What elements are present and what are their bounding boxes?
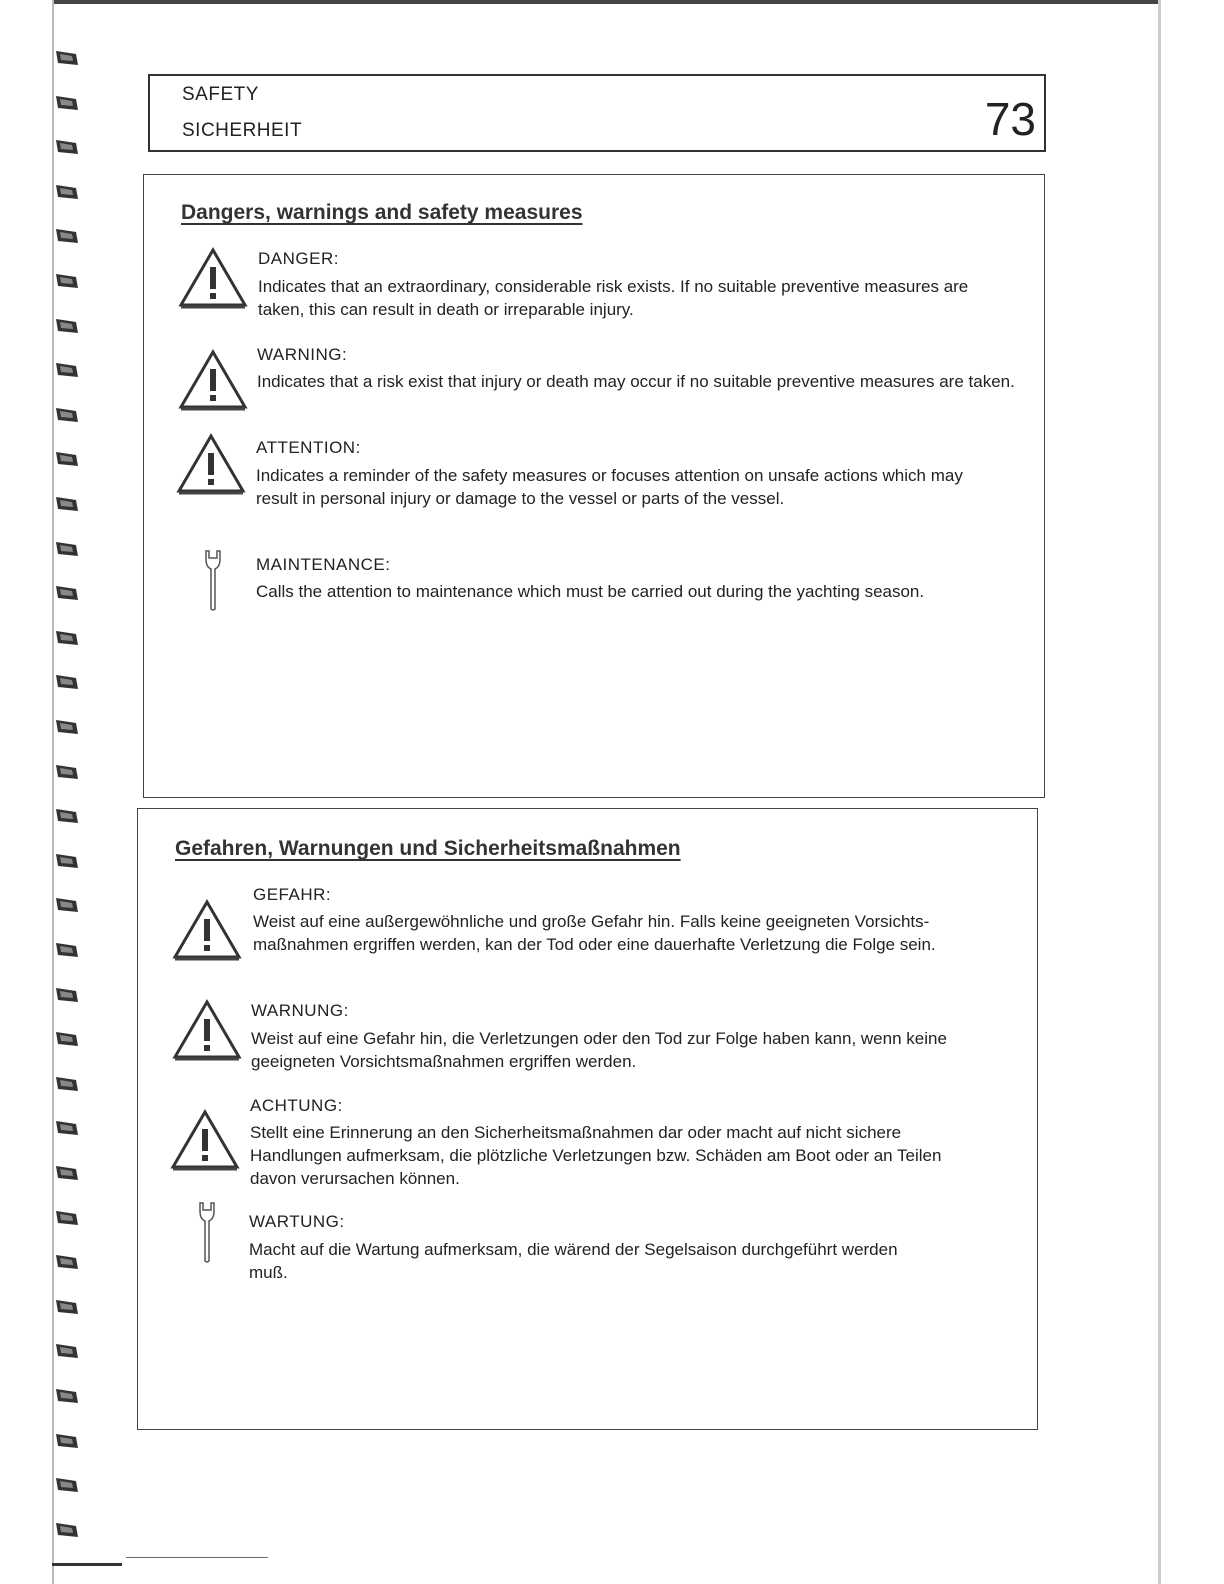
binding-ring <box>54 316 80 336</box>
binding-ring <box>54 449 80 469</box>
binding-ring <box>54 1341 80 1361</box>
binding-ring <box>54 48 80 68</box>
wrench-icon <box>202 549 224 618</box>
warning-triangle-icon <box>178 247 248 316</box>
binding-ring <box>54 851 80 871</box>
page-right-border <box>1158 0 1161 1584</box>
binding-ring <box>54 1118 80 1138</box>
binding-ring <box>54 226 80 246</box>
section-german <box>137 808 1038 1430</box>
binding-ring <box>54 1208 80 1228</box>
binding-ring <box>54 539 80 559</box>
binding-ring <box>54 806 80 826</box>
binding-ring <box>54 985 80 1005</box>
entry-text: Macht auf die Wartung aufmerksam, die wärend der Segelsaison durchgeführt werden muß. <box>249 1240 898 1282</box>
binding-ring <box>54 1252 80 1272</box>
binding-ring <box>54 93 80 113</box>
binding-ring <box>54 717 80 737</box>
binding-ring <box>54 271 80 291</box>
section-title-de: Gefahren, Warnungen und Sicherheitsmaßnahmen <box>175 837 681 860</box>
entry-label: WARNUNG: <box>251 1001 349 1020</box>
binding-ring <box>54 1431 80 1451</box>
binding-ring <box>54 1386 80 1406</box>
entry-text: Indicates that an extraordinary, considerable risk exists. If no suitable preventive measures are taken, this can result in death or irreparable injury. <box>258 277 969 319</box>
binding-ring <box>54 583 80 603</box>
entry-label: WARNING: <box>257 345 348 364</box>
binding-ring <box>54 940 80 960</box>
spiral-binding <box>54 48 84 1548</box>
entry-text: Indicates a reminder of the safety measures or focuses attention on unsafe actions which may result in personal injury or damage to the vessel or parts of the vessel. <box>256 466 963 508</box>
binding-ring <box>54 137 80 157</box>
binding-ring <box>54 1297 80 1317</box>
binding-ring <box>54 672 80 692</box>
binding-ring <box>54 1163 80 1183</box>
warning-triangle-icon <box>172 899 242 968</box>
binding-ring <box>54 1074 80 1094</box>
entry-text: Calls the attention to maintenance which must be carried out during the yachting season. <box>256 582 925 601</box>
warning-triangle-icon <box>178 349 248 418</box>
entry-label: DANGER: <box>258 249 339 268</box>
entry-text: Weist auf eine Gefahr hin, die Verletzungen oder den Tod zur Folge haben kann, wenn keine geeigneten Vorsichtsmaßnahmen ergriffen werden. <box>251 1029 947 1071</box>
binding-ring <box>54 405 80 425</box>
binding-ring <box>54 628 80 648</box>
section-title-en: Dangers, warnings and safety measures <box>181 201 583 224</box>
section-english <box>143 174 1045 798</box>
binding-ring <box>54 494 80 514</box>
warning-triangle-icon <box>176 433 246 502</box>
binding-ring <box>54 182 80 202</box>
header-title-en: SAFETY <box>182 84 259 105</box>
header-title-de: SICHERHEIT <box>182 120 303 141</box>
warning-triangle-icon <box>170 1109 240 1178</box>
entry-text: Weist auf eine außergewöhnliche und große Gefahr hin. Falls keine geeigneten Vorsichts-maßnahmen ergriffen werden, kan der Tod oder eine dauerhafte Verletzung die Folge sein. <box>253 912 936 954</box>
warning-triangle-icon <box>172 999 242 1068</box>
entry-label: ATTENTION: <box>256 438 361 457</box>
entry-text: Stellt eine Erinnerung an den Sicherheitsmaßnahmen dar oder macht auf nicht sichere Handlungen aufmerksam, die plötzliche Verletzungen bzw. Schäden am Boot oder an Teilen davon verursachen können. <box>250 1123 942 1188</box>
wrench-icon <box>196 1201 218 1270</box>
binding-ring <box>54 895 80 915</box>
page-header <box>148 74 1046 152</box>
page-bottom-link-line <box>126 1557 268 1558</box>
binding-ring <box>54 762 80 782</box>
entry-label: MAINTENANCE: <box>256 555 391 574</box>
binding-ring <box>54 1520 80 1540</box>
page-bottom-line <box>52 1563 122 1566</box>
binding-ring <box>54 1029 80 1049</box>
binding-ring <box>54 1475 80 1495</box>
page-top-border <box>52 0 1160 4</box>
entry-label: ACHTUNG: <box>250 1096 343 1115</box>
entry-label: WARTUNG: <box>249 1212 345 1231</box>
entry-label: GEFAHR: <box>253 885 332 904</box>
binding-ring <box>54 360 80 380</box>
entry-text: Indicates that a risk exist that injury or death may occur if no suitable preventive measures are taken. <box>257 372 1015 391</box>
page-number: 73 <box>984 93 1036 145</box>
